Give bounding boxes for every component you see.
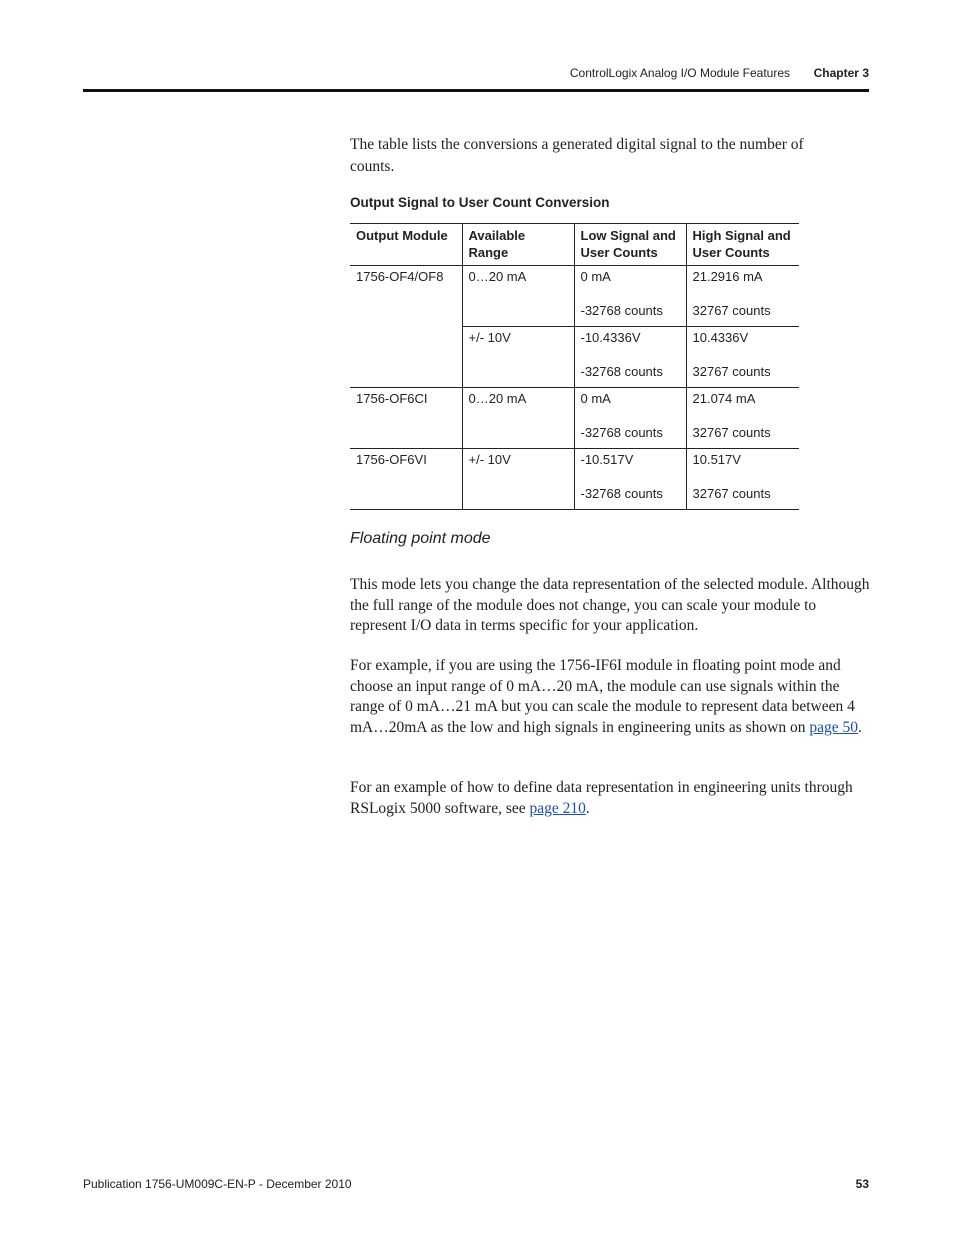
- column-header-high-signal: High Signal and User Counts: [686, 224, 799, 266]
- high-cell: [686, 388, 799, 449]
- table-header-row: [350, 224, 799, 266]
- paragraph-text: For an example of how to define data representation in engineering units through RSLogix 5000 software, see: [350, 779, 853, 817]
- table-row: [350, 388, 799, 449]
- floating-paragraph-1: This mode lets you change the data representation of the selected module. Although the full range of the module does not change, you can scale your module to represent I/O data in terms specific for your application.: [350, 576, 870, 634]
- header-chapter: Chapter 3: [813, 66, 869, 80]
- high-counts: 32767 counts: [692, 486, 771, 501]
- floating-paragraph-2: [350, 656, 870, 738]
- low-signal: 0 mA: [580, 269, 611, 284]
- range-cell: +/- 10V: [462, 449, 574, 510]
- table-row: [350, 266, 799, 327]
- paragraph-text-end: .: [585, 799, 590, 817]
- low-cell: [574, 449, 686, 510]
- floating-paragraph-3: [350, 778, 870, 819]
- high-signal: 21.074 mA: [692, 391, 756, 406]
- low-counts: -32768 counts: [580, 486, 663, 501]
- paragraph-text: For example, if you are using the 1756-IF6I module in floating point mode and choose an input range of 0 mA…20 mA, the module can use signals within the range of 0 mA…21 mA but you can scale the module to represent data between 4 mA…20mA as the low and high signals in engineering units as shown on: [350, 657, 855, 736]
- page-50-link[interactable]: page 50: [809, 718, 859, 736]
- paragraph-text-end: .: [858, 718, 862, 736]
- page-210-link[interactable]: page 210: [529, 799, 586, 817]
- low-counts: -32768 counts: [580, 303, 663, 318]
- column-header-output-module: Output Module: [350, 224, 462, 266]
- low-cell: [574, 266, 686, 327]
- footer-page-number: 53: [855, 1177, 869, 1191]
- column-header-available-range: Available Range: [462, 224, 574, 266]
- low-cell: [574, 327, 686, 388]
- low-counts: -32768 counts: [580, 425, 663, 440]
- table-row: [350, 449, 799, 510]
- table-caption: Output Signal to User Count Conversion: [350, 195, 610, 210]
- high-cell: [686, 327, 799, 388]
- high-signal: 21.2916 mA: [692, 269, 763, 284]
- range-cell: 0…20 mA: [462, 388, 574, 449]
- high-counts: 32767 counts: [692, 303, 771, 318]
- section-heading-floating-point: Floating point mode: [350, 530, 491, 547]
- low-signal: 0 mA: [580, 391, 611, 406]
- high-signal: 10.4336V: [692, 330, 749, 345]
- high-cell: [686, 266, 799, 327]
- module-cell: 1756-OF4/OF8: [350, 266, 462, 388]
- module-cell: 1756-OF6VI: [350, 449, 462, 510]
- high-signal: 10.517V: [692, 452, 741, 467]
- low-signal: -10.517V: [580, 452, 634, 467]
- intro-paragraph: The table lists the conversions a generated digital signal to the number of counts.: [350, 136, 804, 175]
- conversion-table: [350, 223, 799, 510]
- column-header-low-signal: Low Signal and User Counts: [574, 224, 686, 266]
- header-rule: [83, 89, 869, 92]
- header-section-title: ControlLogix Analog I/O Module Features: [569, 66, 790, 80]
- footer-publication: Publication 1756-UM009C-EN-P - December 2010: [83, 1177, 352, 1191]
- module-cell: 1756-OF6CI: [350, 388, 462, 449]
- high-counts: 32767 counts: [692, 364, 771, 379]
- low-signal: -10.4336V: [580, 330, 641, 345]
- range-cell: +/- 10V: [462, 327, 574, 388]
- low-counts: -32768 counts: [580, 364, 663, 379]
- low-cell: [574, 388, 686, 449]
- range-cell: 0…20 mA: [462, 266, 574, 327]
- high-cell: [686, 449, 799, 510]
- high-counts: 32767 counts: [692, 425, 771, 440]
